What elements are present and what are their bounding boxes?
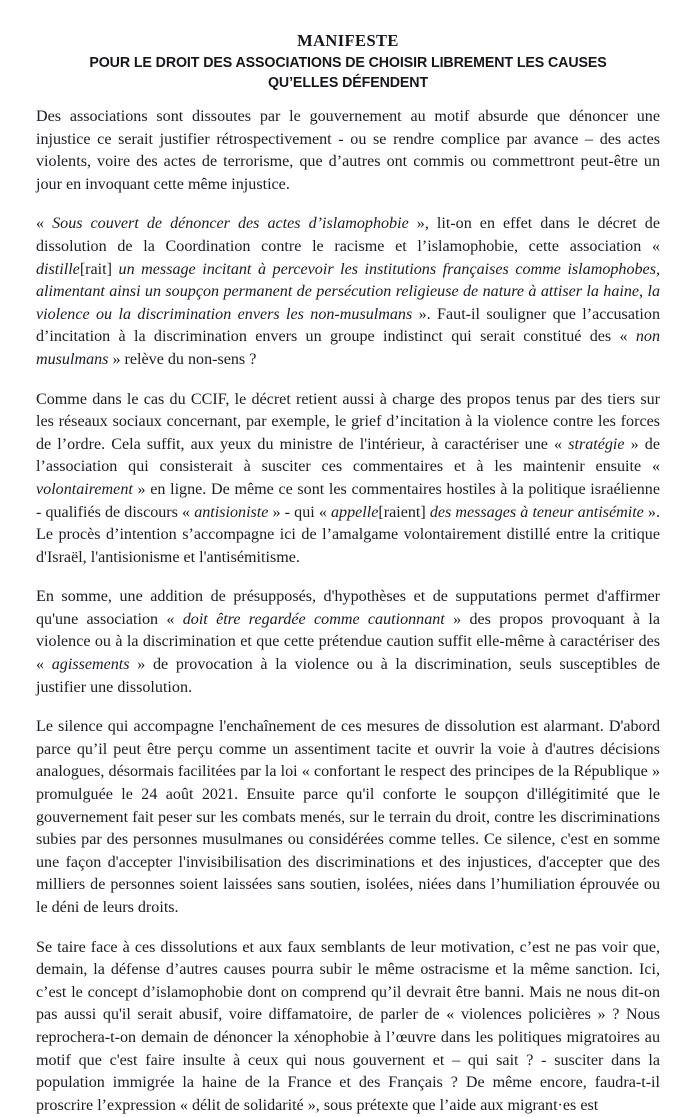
quoted-italic-run: doit être regardée comme cautionnant [182, 610, 445, 628]
document-body [36, 106, 660, 1117]
paragraph [36, 586, 660, 699]
text-run: [raient] [378, 503, 426, 521]
text-run: » relève du non-sens ? [108, 350, 257, 368]
text-run: « [36, 215, 53, 233]
title-block [36, 30, 660, 92]
paragraph [36, 716, 660, 919]
text-run: » de provocation à la violence ou à la discrimination, seuls susceptibles de justifier une dissolution. [36, 656, 660, 696]
quoted-italic-run: agissements [51, 656, 130, 674]
quoted-italic-run: non musulmans [36, 328, 660, 368]
quoted-italic-run: des messages à teneur antisémite [425, 503, 644, 521]
text-run: ». Le procès d’intention s’accompagne ici de l’amalgame volontairement distillé entre la critique d'Israël, l'antisionisme et l'antisémitisme. [36, 503, 661, 566]
page-subtitle: POUR LE DROIT DES ASSOCIATIONS DE CHOISIR LIBREMENT LES CAUSES QU’ELLES DÉFENDENT [89, 54, 607, 91]
text-run: Se taire face à ces dissolutions et aux faux semblants de leur motivation, c’est ne pas voir que, demain, la défense d’autres causes pourra subir le même ostracisme et la même sanction. Ici, c’est le concept d’islamophobie dont on comprend qu’il devrait être banni. Mais ne nous dit-on pas aussi qu'il serait abusif, voire diffamatoire, de parler de « violences policières » ? Nous reprochera-t-on demain de dénoncer la xénophobie à l’œuvre dans les politiques migratoires au motif que c'est faire insulte à ceux qui nous gouvernent et – qui sait ? - susciter dans la population immigrée la haine de la France et des Français ? De même encore, faudra-t-il proscrire l’expression « délit de solidarité », sous prétexte que l’aide aux migrant·es est [36, 938, 660, 1114]
text-run: » de l’association qui consisterait à susciter ces commentaires et à les maintenir ensuite « [36, 435, 660, 476]
quoted-italic-run: appelle [330, 503, 379, 521]
paragraph [36, 213, 660, 371]
quoted-italic-run: antisioniste [194, 503, 269, 521]
text-run: Comme dans le cas du CCIF, le décret retient aussi à charge des propos tenus par des tiers sur les réseaux sociaux concernant, par exemple, le grief d’incitation à la violence contre les forces de l’ordre. Cela suffit, aux yeux du ministre de l'intérieur, à caractériser une « [36, 390, 660, 453]
text-run: ». Faut-il souligner que l’accusation d’incitation à la discrimination envers un groupe indistinct qui serait constitué des « [36, 305, 660, 346]
text-run: [rait] [79, 260, 112, 278]
paragraph [36, 389, 660, 570]
text-run: », lit-on en effet dans le décret de dissolution de la Coordination contre le racisme et l’islamophobie, cette association « [36, 215, 660, 255]
page-title: MANIFESTE [297, 31, 399, 50]
text-run: Des associations sont dissoutes par le gouvernement au motif absurde que dénoncer une injustice ce serait justifier rétrospectivement - ou se rendre complice par avance – des actes violents, voire des actes de terrorisme, que d’autres ont commis ou commettront peut-être un jour en invoquant cette même injustice. [36, 108, 660, 193]
paragraph [36, 937, 660, 1117]
quoted-italic-run: volontairement [36, 480, 133, 498]
text-run: Le silence qui accompagne l'enchaînement de ces mesures de dissolution est alarmant. D'abord parce qu’il peut être perçu comme un assentiment tacite et ouvrir la voie à d'autres décisions analogues, désormais facilitées par la loi « confortant le respect des principes de la République » promulguée le 24 août 2021. Ensuite parce qu'il conforte le soupçon d'illégitimité que le gouvernement fait peser sur les combats menés, sur le terrain du droit, contre les discriminations subies par des personnes musulmanes ou considérées comme telles. Ce silence, c'est en somme une façon d'accepter l'invisibilisation des discriminations et des injustices, d'accepter que des milliers de personnes soient laissées sans soutien, isolées, niées dans l’humiliation éprouvée ou le déni de leurs droits. [36, 718, 660, 916]
paragraph [36, 106, 660, 196]
text-run: » des propos provoquant à la violence ou à la discrimination et que cette prétendue caution suffit elle-même à caractériser des « [36, 610, 661, 674]
text-run: » en ligne. De même ce sont les commentaires hostiles à la politique israélienne - qualifiés de discours « [36, 480, 660, 521]
quoted-italic-run: Sous couvert de dénoncer des actes d’islamophobie [52, 215, 409, 233]
quoted-italic-run: stratégie [568, 435, 625, 453]
text-run: » - qui « [268, 503, 331, 521]
text-run: En somme, une addition de présupposés, d'hypothèses et de supputations permet d'affirmer qu'une association « [36, 588, 660, 628]
quoted-italic-run: distille [36, 260, 80, 278]
quoted-italic-run: un message incitant à percevoir les institutions françaises comme islamophobes, alimentant ainsi un soupçon permanent de persécution religieuse de nature à attiser la haine, la violence ou la discrimination envers les non-musulmans [36, 260, 660, 323]
